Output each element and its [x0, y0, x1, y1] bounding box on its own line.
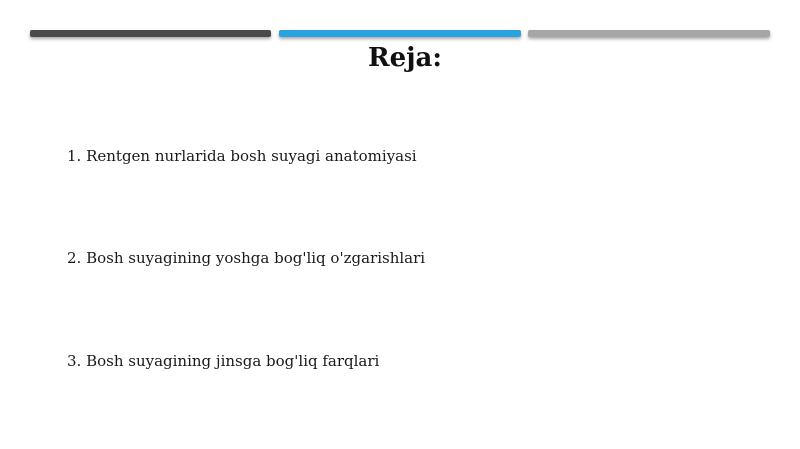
plan-item: 3. Bosh suyagining jinsga bog'liq farqlari [67, 352, 380, 370]
plan-item: 1. Rentgen nurlarida bosh suyagi anatomiyasi [67, 147, 417, 165]
accent-bar-gray [528, 30, 770, 37]
slide-title: Reja: [367, 43, 442, 73]
plan-item: 2. Bosh suyagining yoshga bog'liq o'zgarishlari [67, 249, 426, 267]
accent-bar-dark [30, 30, 271, 37]
accent-bar-blue [279, 30, 521, 37]
